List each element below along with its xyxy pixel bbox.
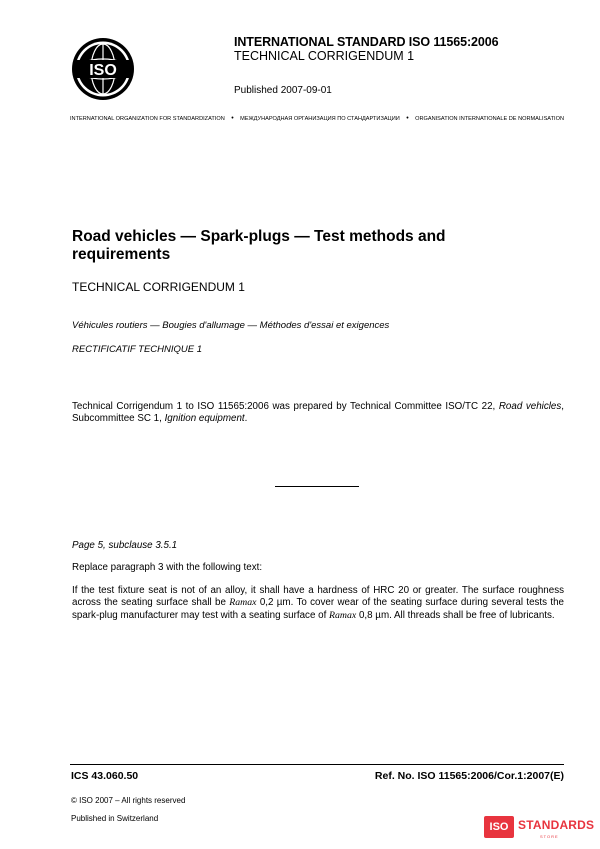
french-corrigendum: RECTIFICATIF TECHNIQUE 1 bbox=[72, 344, 203, 355]
clause-reference: Page 5, subclause 3.5.1 bbox=[72, 540, 178, 551]
store-badge-text: STANDARDS bbox=[518, 818, 595, 832]
separator-line bbox=[275, 486, 359, 487]
store-badge-iso: ISO bbox=[484, 816, 514, 838]
bullet-separator: • bbox=[231, 115, 234, 122]
replace-instruction: Replace paragraph 3 with the following text: bbox=[72, 562, 263, 573]
copyright-notice: © ISO 2007 – All rights reserved bbox=[71, 796, 186, 805]
iso-logo-text: ISO bbox=[89, 62, 117, 79]
document-title: Road vehicles — Spark-plugs — Test methods and requirements bbox=[72, 228, 446, 263]
roughness-symbol: Ramax bbox=[329, 609, 357, 621]
corrigendum-label: TECHNICAL CORRIGENDUM 1 bbox=[234, 49, 415, 63]
french-title: Véhicules routiers — Bougies d'allumage — Méthodes d'essai et exigences bbox=[72, 320, 390, 331]
store-badge-sub: STORE bbox=[540, 834, 559, 839]
reference-number: Ref. No. ISO 11565:2006/Cor.1:2007(E) bbox=[374, 770, 564, 782]
org-name-fr: ORGANISATION INTERNATIONALE DE NORMALISATION bbox=[415, 116, 564, 122]
org-name-en: INTERNATIONAL ORGANIZATION FOR STANDARDIZATION bbox=[70, 116, 225, 122]
organization-line bbox=[70, 116, 564, 122]
bullet-separator: • bbox=[406, 115, 409, 122]
footer-rule bbox=[70, 764, 564, 765]
standard-title: INTERNATIONAL STANDARD ISO 11565:2006 bbox=[234, 35, 499, 49]
ics-code: ICS 43.060.50 bbox=[71, 770, 139, 782]
replacement-paragraph: If the test fixture seat is not of an alloy, it shall have a hardness of HRC 20 or greater. The surface roughness across the seating surface shall be Ramax 0,2 µm. To cover wear of the seating surface during several tests the spark-plug manufacturer may test with a seating surface of Ramax 0,8 µm. All threads shall be free of lubricants. bbox=[72, 585, 564, 621]
document-corrigendum: TECHNICAL CORRIGENDUM 1 bbox=[72, 280, 245, 294]
published-date: Published 2007-09-01 bbox=[234, 85, 332, 96]
published-in: Published in Switzerland bbox=[71, 814, 159, 823]
org-name-ru: МЕЖДУНАРОДНАЯ ОРГАНИЗАЦИЯ ПО СТАНДАРТИЗАЦИИ bbox=[240, 116, 400, 122]
intro-paragraph: Technical Corrigendum 1 to ISO 11565:2006 was prepared by Technical Committee ISO/TC 22, Road vehicles, Subcommittee SC 1, Ignition equipment. bbox=[72, 401, 564, 425]
iso-logo bbox=[70, 36, 136, 102]
roughness-symbol: Ramax bbox=[229, 597, 257, 609]
